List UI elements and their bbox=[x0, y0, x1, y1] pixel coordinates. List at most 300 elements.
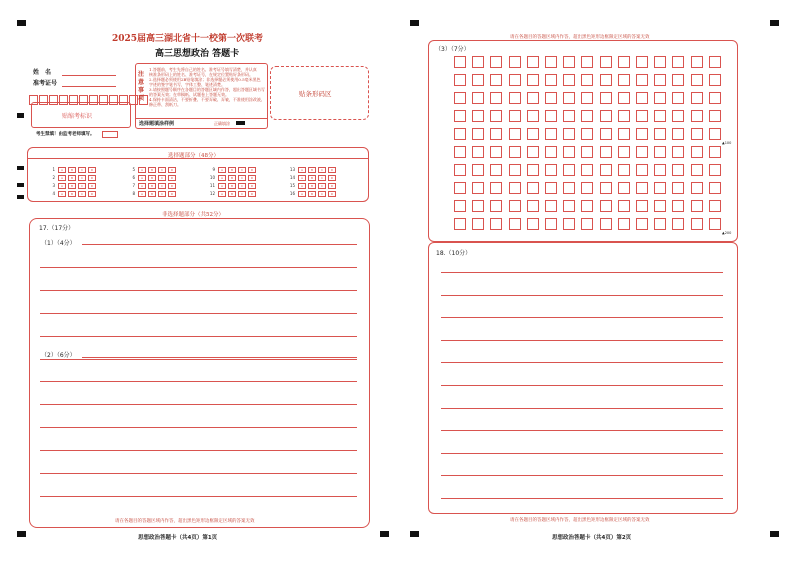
grid-cell[interactable] bbox=[672, 146, 684, 158]
grid-cell[interactable] bbox=[600, 200, 612, 212]
writing-line bbox=[441, 340, 723, 341]
grid-cell[interactable] bbox=[563, 56, 575, 68]
grid-cell[interactable] bbox=[509, 56, 521, 68]
answer-bubble[interactable]: D bbox=[168, 167, 176, 173]
grid-cell[interactable] bbox=[618, 110, 630, 122]
alignment-marker bbox=[17, 20, 26, 26]
choice-question-row bbox=[127, 190, 178, 196]
grid-cell[interactable] bbox=[600, 146, 612, 158]
grid-cell[interactable] bbox=[672, 218, 684, 230]
answer-bubble[interactable]: A bbox=[138, 183, 146, 189]
writing-line bbox=[441, 408, 723, 409]
writing-line bbox=[40, 381, 357, 382]
question-number: 6 bbox=[132, 174, 135, 180]
grid-cell[interactable] bbox=[691, 200, 703, 212]
answer-bubble[interactable]: C bbox=[318, 183, 326, 189]
question-number: 4 bbox=[52, 190, 55, 196]
answer-bubble[interactable]: D bbox=[168, 183, 176, 189]
grid-cell[interactable] bbox=[545, 164, 557, 176]
grid-cell[interactable] bbox=[527, 92, 539, 104]
grid-cell[interactable] bbox=[490, 110, 502, 122]
question-number: 10 bbox=[209, 174, 215, 180]
q18-answer-box[interactable] bbox=[428, 242, 738, 514]
grid-cell[interactable] bbox=[490, 146, 502, 158]
grid-cell[interactable] bbox=[691, 146, 703, 158]
answer-bubble[interactable]: D bbox=[328, 191, 336, 197]
grid-cell[interactable] bbox=[454, 128, 466, 140]
grid-cell[interactable] bbox=[636, 200, 648, 212]
grid-cell[interactable] bbox=[509, 74, 521, 86]
grid-cell[interactable] bbox=[454, 74, 466, 86]
nonchoice-title: 非选择题部分（共52分） bbox=[162, 212, 224, 218]
grid-cell[interactable] bbox=[490, 128, 502, 140]
grid-cell[interactable] bbox=[618, 182, 630, 194]
choice-question-row bbox=[127, 174, 178, 180]
grid-cell[interactable] bbox=[672, 74, 684, 86]
grid-cell[interactable] bbox=[527, 182, 539, 194]
answer-bubble[interactable]: D bbox=[328, 175, 336, 181]
alignment-marker bbox=[410, 20, 419, 26]
grid-cell[interactable] bbox=[654, 146, 666, 158]
writing-line bbox=[441, 453, 723, 454]
answer-bubble[interactable]: A bbox=[218, 175, 226, 181]
writing-line bbox=[40, 473, 357, 474]
writing-line bbox=[40, 267, 357, 268]
grid-cell[interactable] bbox=[691, 182, 703, 194]
grid-cell[interactable] bbox=[709, 74, 721, 86]
grid-cell[interactable] bbox=[636, 182, 648, 194]
ticket-number-field[interactable] bbox=[62, 86, 116, 87]
answer-bubble[interactable]: B bbox=[68, 167, 76, 173]
alignment-marker bbox=[17, 531, 26, 537]
grid-cell[interactable] bbox=[454, 56, 466, 68]
q18-title: 18.（10分） bbox=[436, 250, 472, 257]
grid-cell[interactable] bbox=[472, 56, 484, 68]
choice-question-row bbox=[47, 182, 98, 188]
answer-bubble[interactable]: A bbox=[58, 175, 66, 181]
grid-cell[interactable] bbox=[454, 200, 466, 212]
answer-bubble[interactable]: C bbox=[238, 167, 246, 173]
grid-cell[interactable] bbox=[563, 164, 575, 176]
grid-cell[interactable] bbox=[472, 110, 484, 122]
grid-cell[interactable] bbox=[490, 200, 502, 212]
grid-cell[interactable] bbox=[527, 74, 539, 86]
answer-bubble[interactable]: A bbox=[58, 167, 66, 173]
notes-box bbox=[135, 63, 268, 129]
q17-part1-label: （1）（4分） bbox=[41, 240, 76, 247]
writing-line bbox=[40, 313, 357, 314]
answer-bubble[interactable]: D bbox=[168, 191, 176, 197]
alignment-marker bbox=[17, 195, 24, 199]
answer-bubble[interactable]: A bbox=[298, 167, 306, 173]
writing-line bbox=[40, 336, 357, 337]
choice-section-title: 选择题部分（48分） bbox=[168, 153, 219, 159]
question-number: 15 bbox=[289, 182, 295, 188]
grid-cell[interactable] bbox=[454, 164, 466, 176]
grid-cell[interactable] bbox=[636, 56, 648, 68]
grid-cell[interactable] bbox=[636, 74, 648, 86]
writing-line bbox=[40, 450, 357, 451]
grid-cell[interactable] bbox=[472, 218, 484, 230]
answer-bubble[interactable]: C bbox=[158, 167, 166, 173]
grid-cell[interactable] bbox=[618, 128, 630, 140]
grid-cell[interactable] bbox=[545, 200, 557, 212]
choice-question-row bbox=[47, 190, 98, 196]
grid-cell[interactable] bbox=[563, 200, 575, 212]
answer-bubble[interactable]: C bbox=[238, 191, 246, 197]
grid-cell[interactable] bbox=[672, 182, 684, 194]
grid-cell[interactable] bbox=[563, 128, 575, 140]
grid-cell[interactable] bbox=[654, 110, 666, 122]
grid-cell[interactable] bbox=[472, 92, 484, 104]
filled-bubble-example bbox=[236, 121, 245, 125]
alignment-marker bbox=[770, 20, 779, 26]
exam-title: 2025届高三湖北省十一校第一次联考 bbox=[112, 34, 264, 44]
grid-cell[interactable] bbox=[618, 92, 630, 104]
warning-right-bottom: 请在各题目的答题区域内作答，超出黑色矩形边框限定区域的答案无效 bbox=[510, 518, 650, 523]
grid-cell[interactable] bbox=[672, 200, 684, 212]
mark-100: ▲100 bbox=[722, 141, 732, 145]
grid-cell[interactable] bbox=[581, 218, 593, 230]
answer-bubble[interactable]: C bbox=[78, 175, 86, 181]
grid-cell[interactable] bbox=[454, 182, 466, 194]
writing-line bbox=[40, 404, 357, 405]
grid-cell[interactable] bbox=[509, 92, 521, 104]
grid-cell[interactable] bbox=[636, 218, 648, 230]
grid-cell[interactable] bbox=[581, 128, 593, 140]
question-number: 8 bbox=[132, 190, 135, 196]
notes-text: 1.答题前，考生先将自己的姓名、准考证号填写清楚，并认真 核准条形码上的姓名、准考证号，在规定位置贴好条形码。 2.选择题必须使用2B铅笔填涂；非选择题必须使用0.5毫米黑色 字迹的签字笔书写，字体工整、笔迹清楚。 3.请按照题号顺序在各题目的答题区域内作答，超出答题区域书写 的答案无效；在草稿纸、试题卷上答题无效。 4.保持卡面清洁，不要折叠、不要弄破、弄皱，不准使用涂改液、 修正带、刮纸刀。 bbox=[149, 67, 265, 107]
exam-label-sticker-area: 贴缩考标识 bbox=[31, 102, 131, 128]
grid-cell[interactable] bbox=[654, 164, 666, 176]
answer-bubble[interactable]: A bbox=[298, 175, 306, 181]
grid-cell[interactable] bbox=[709, 182, 721, 194]
choice-question-row bbox=[47, 174, 98, 180]
grid-cell[interactable] bbox=[709, 146, 721, 158]
grid-cell[interactable] bbox=[654, 218, 666, 230]
grid-cell[interactable] bbox=[618, 200, 630, 212]
grid-cell[interactable] bbox=[691, 56, 703, 68]
absent-checkbox[interactable] bbox=[102, 131, 118, 138]
mark-200: ▲200 bbox=[722, 231, 732, 235]
alignment-marker bbox=[17, 113, 24, 118]
grid-cell[interactable] bbox=[636, 92, 648, 104]
answer-bubble[interactable]: A bbox=[218, 183, 226, 189]
answer-bubble[interactable]: D bbox=[248, 167, 256, 173]
alignment-marker bbox=[17, 183, 24, 187]
question-number: 14 bbox=[289, 174, 295, 180]
grid-cell[interactable] bbox=[509, 200, 521, 212]
answer-bubble[interactable]: C bbox=[158, 183, 166, 189]
q17-answer-box[interactable] bbox=[29, 218, 370, 528]
answer-bubble[interactable]: C bbox=[318, 175, 326, 181]
choice-question-row bbox=[127, 182, 178, 188]
answer-bubble[interactable]: C bbox=[158, 175, 166, 181]
grid-cell[interactable] bbox=[672, 56, 684, 68]
answer-bubble[interactable]: D bbox=[328, 183, 336, 189]
answer-bubble[interactable]: A bbox=[138, 175, 146, 181]
answer-bubble[interactable]: A bbox=[138, 167, 146, 173]
answer-bubble[interactable]: B bbox=[228, 183, 236, 189]
grid-cell[interactable] bbox=[709, 110, 721, 122]
grid-cell[interactable] bbox=[600, 218, 612, 230]
grid-cell[interactable] bbox=[654, 128, 666, 140]
question-number: 13 bbox=[289, 166, 295, 172]
answer-bubble[interactable]: A bbox=[298, 183, 306, 189]
answer-bubble[interactable]: D bbox=[248, 191, 256, 197]
grid-cell[interactable] bbox=[654, 182, 666, 194]
answer-bubble[interactable]: B bbox=[308, 175, 316, 181]
grid-cell[interactable] bbox=[563, 92, 575, 104]
grid-cell[interactable] bbox=[545, 146, 557, 158]
answer-bubble[interactable]: B bbox=[68, 175, 76, 181]
writing-line bbox=[441, 317, 723, 318]
choice-question-row bbox=[287, 174, 338, 180]
grid-cell[interactable] bbox=[636, 128, 648, 140]
choice-question-row bbox=[207, 182, 258, 188]
alignment-marker bbox=[770, 531, 779, 537]
subject-title: 高三思想政治 答题卡 bbox=[155, 49, 240, 59]
writing-line bbox=[441, 362, 723, 363]
grid-cell[interactable] bbox=[527, 164, 539, 176]
question-number: 11 bbox=[209, 182, 215, 188]
answer-bubble[interactable]: D bbox=[88, 191, 96, 197]
grid-cell[interactable] bbox=[672, 164, 684, 176]
grid-cell[interactable] bbox=[691, 128, 703, 140]
answer-bubble[interactable]: D bbox=[328, 167, 336, 173]
answer-bubble[interactable]: A bbox=[138, 191, 146, 197]
choice-question-row bbox=[207, 166, 258, 172]
grid-cell[interactable] bbox=[545, 56, 557, 68]
grid-cell[interactable] bbox=[527, 146, 539, 158]
answer-bubble[interactable]: A bbox=[298, 191, 306, 197]
writing-line bbox=[40, 359, 357, 360]
grid-cell[interactable] bbox=[490, 74, 502, 86]
warning-right-top: 请在各题目的答题区域内作答，超出黑色矩形边框限定区域的答案无效 bbox=[510, 35, 650, 40]
grid-cell[interactable] bbox=[600, 182, 612, 194]
answer-bubble[interactable]: B bbox=[68, 183, 76, 189]
grid-cell[interactable] bbox=[490, 92, 502, 104]
grid-cell[interactable] bbox=[581, 146, 593, 158]
grid-cell[interactable] bbox=[581, 92, 593, 104]
writing-line bbox=[40, 496, 357, 497]
grid-cell[interactable] bbox=[691, 92, 703, 104]
warning-left-bottom: 请在各题目的答题区域内作答，超出黑色矩形边框限定区域的答案无效 bbox=[115, 519, 255, 524]
question-number: 7 bbox=[132, 182, 135, 188]
answer-bubble[interactable]: B bbox=[228, 191, 236, 197]
answer-bubble[interactable]: C bbox=[238, 183, 246, 189]
grid-cell[interactable] bbox=[454, 92, 466, 104]
writing-line bbox=[441, 295, 723, 296]
grid-cell[interactable] bbox=[618, 146, 630, 158]
grid-cell[interactable] bbox=[454, 218, 466, 230]
grid-cell[interactable] bbox=[600, 74, 612, 86]
answer-bubble[interactable]: D bbox=[88, 175, 96, 181]
grid-cell[interactable] bbox=[527, 218, 539, 230]
alignment-marker bbox=[380, 531, 389, 537]
grid-cell[interactable] bbox=[472, 128, 484, 140]
grid-cell[interactable] bbox=[618, 218, 630, 230]
grid-cell[interactable] bbox=[454, 146, 466, 158]
choice-question-row bbox=[207, 190, 258, 196]
grid-cell[interactable] bbox=[709, 164, 721, 176]
answer-bubble[interactable]: D bbox=[248, 183, 256, 189]
grid-cell[interactable] bbox=[472, 200, 484, 212]
question-number: 5 bbox=[132, 166, 135, 172]
writing-line bbox=[82, 244, 357, 245]
grid-cell[interactable] bbox=[545, 110, 557, 122]
grid-cell[interactable] bbox=[600, 110, 612, 122]
grid-cell[interactable] bbox=[563, 218, 575, 230]
grid-cell[interactable] bbox=[472, 164, 484, 176]
grid-cell[interactable] bbox=[545, 128, 557, 140]
grid-cell[interactable] bbox=[563, 74, 575, 86]
choice-question-row bbox=[287, 166, 338, 172]
grid-cell[interactable] bbox=[654, 200, 666, 212]
grid-cell[interactable] bbox=[691, 110, 703, 122]
grid-cell[interactable] bbox=[545, 74, 557, 86]
answer-bubble[interactable]: C bbox=[318, 191, 326, 197]
alignment-marker bbox=[410, 531, 419, 537]
grid-cell[interactable] bbox=[563, 110, 575, 122]
grid-cell[interactable] bbox=[581, 182, 593, 194]
grid-cell[interactable] bbox=[581, 74, 593, 86]
grid-cell[interactable] bbox=[490, 218, 502, 230]
grid-cell[interactable] bbox=[691, 74, 703, 86]
answer-bubble[interactable]: D bbox=[88, 167, 96, 173]
answer-bubble[interactable]: B bbox=[148, 183, 156, 189]
choice-question-row bbox=[47, 166, 98, 172]
grid-cell[interactable] bbox=[581, 110, 593, 122]
q17-part2-label: （2）（6分） bbox=[41, 352, 76, 359]
grid-cell[interactable] bbox=[509, 128, 521, 140]
correct-fill-label: 正确填涂 bbox=[214, 121, 230, 126]
grid-cell[interactable] bbox=[581, 56, 593, 68]
grid-cell[interactable] bbox=[581, 164, 593, 176]
answer-bubble[interactable]: D bbox=[88, 183, 96, 189]
grid-cell[interactable] bbox=[600, 92, 612, 104]
answer-bubble[interactable]: C bbox=[78, 183, 86, 189]
grid-cell[interactable] bbox=[527, 110, 539, 122]
answer-bubble[interactable]: B bbox=[148, 191, 156, 197]
name-label: 姓 名 bbox=[33, 69, 52, 76]
grid-cell[interactable] bbox=[691, 164, 703, 176]
grid-cell[interactable] bbox=[545, 218, 557, 230]
grid-cell[interactable] bbox=[636, 164, 648, 176]
q17-3-title: （3）（7分） bbox=[435, 46, 470, 53]
grid-cell[interactable] bbox=[691, 218, 703, 230]
answer-bubble[interactable]: A bbox=[58, 183, 66, 189]
grid-cell[interactable] bbox=[509, 146, 521, 158]
grid-cell[interactable] bbox=[509, 218, 521, 230]
grid-cell[interactable] bbox=[636, 110, 648, 122]
grid-cell[interactable] bbox=[545, 182, 557, 194]
grid-cell[interactable] bbox=[709, 218, 721, 230]
grid-cell[interactable] bbox=[709, 56, 721, 68]
alignment-marker bbox=[17, 166, 24, 170]
grid-cell[interactable] bbox=[709, 92, 721, 104]
answer-bubble[interactable]: A bbox=[218, 167, 226, 173]
grid-cell[interactable] bbox=[618, 74, 630, 86]
grid-cell[interactable] bbox=[581, 200, 593, 212]
answer-bubble[interactable]: C bbox=[238, 175, 246, 181]
grid-cell[interactable] bbox=[490, 182, 502, 194]
grid-cell[interactable] bbox=[618, 164, 630, 176]
grid-cell[interactable] bbox=[672, 110, 684, 122]
grid-cell[interactable] bbox=[490, 56, 502, 68]
grid-cell[interactable] bbox=[527, 200, 539, 212]
grid-cell[interactable] bbox=[509, 182, 521, 194]
answer-bubble[interactable]: B bbox=[228, 175, 236, 181]
grid-cell[interactable] bbox=[600, 128, 612, 140]
question-number: 16 bbox=[289, 190, 295, 196]
footer-left: 思想政治答题卡（共4页）第1页 bbox=[138, 535, 218, 541]
grid-cell[interactable] bbox=[709, 200, 721, 212]
grid-cell[interactable] bbox=[654, 56, 666, 68]
writing-line bbox=[441, 498, 723, 499]
grid-cell[interactable] bbox=[654, 92, 666, 104]
grid-cell[interactable] bbox=[509, 110, 521, 122]
answer-bubble[interactable]: B bbox=[308, 167, 316, 173]
writing-line bbox=[40, 290, 357, 291]
grid-cell[interactable] bbox=[600, 164, 612, 176]
answer-bubble[interactable]: D bbox=[248, 175, 256, 181]
answer-bubble[interactable]: B bbox=[228, 167, 236, 173]
choice-question-row bbox=[207, 174, 258, 180]
answer-bubble[interactable]: C bbox=[78, 167, 86, 173]
grid-cell[interactable] bbox=[672, 128, 684, 140]
absent-note: 考生禁填！由监考老师填写。 bbox=[36, 132, 95, 137]
grid-cell[interactable] bbox=[472, 146, 484, 158]
grid-cell[interactable] bbox=[672, 92, 684, 104]
grid-cell[interactable] bbox=[636, 146, 648, 158]
grid-cell[interactable] bbox=[563, 146, 575, 158]
name-field[interactable] bbox=[62, 75, 116, 76]
answer-bubble[interactable]: B bbox=[308, 191, 316, 197]
grid-cell[interactable] bbox=[563, 182, 575, 194]
answer-bubble[interactable]: C bbox=[318, 167, 326, 173]
grid-cell[interactable] bbox=[472, 182, 484, 194]
answer-bubble[interactable]: B bbox=[148, 167, 156, 173]
answer-bubble[interactable]: B bbox=[308, 183, 316, 189]
grid-cell[interactable] bbox=[527, 128, 539, 140]
answer-bubble[interactable]: A bbox=[218, 191, 226, 197]
answer-bubble[interactable]: C bbox=[158, 191, 166, 197]
answer-bubble[interactable]: D bbox=[168, 175, 176, 181]
choice-question-row bbox=[127, 166, 178, 172]
grid-cell[interactable] bbox=[509, 164, 521, 176]
grid-cell[interactable] bbox=[472, 74, 484, 86]
grid-cell[interactable] bbox=[618, 56, 630, 68]
answer-bubble[interactable]: B bbox=[148, 175, 156, 181]
answer-bubble[interactable]: C bbox=[78, 191, 86, 197]
question-number: 1 bbox=[52, 166, 55, 172]
fill-example-label: 选择题填涂样例 bbox=[139, 121, 175, 127]
writing-line bbox=[441, 430, 723, 431]
grid-cell[interactable] bbox=[545, 92, 557, 104]
grid-cell[interactable] bbox=[490, 164, 502, 176]
grid-cell[interactable] bbox=[600, 56, 612, 68]
grid-cell[interactable] bbox=[454, 110, 466, 122]
choice-question-row bbox=[287, 190, 338, 196]
answer-bubble[interactable]: B bbox=[68, 191, 76, 197]
grid-cell[interactable] bbox=[654, 74, 666, 86]
writing-line bbox=[82, 357, 357, 358]
notes-title: 注意事项 bbox=[138, 71, 145, 102]
answer-bubble[interactable]: A bbox=[58, 191, 66, 197]
grid-cell[interactable] bbox=[709, 128, 721, 140]
grid-cell[interactable] bbox=[527, 56, 539, 68]
